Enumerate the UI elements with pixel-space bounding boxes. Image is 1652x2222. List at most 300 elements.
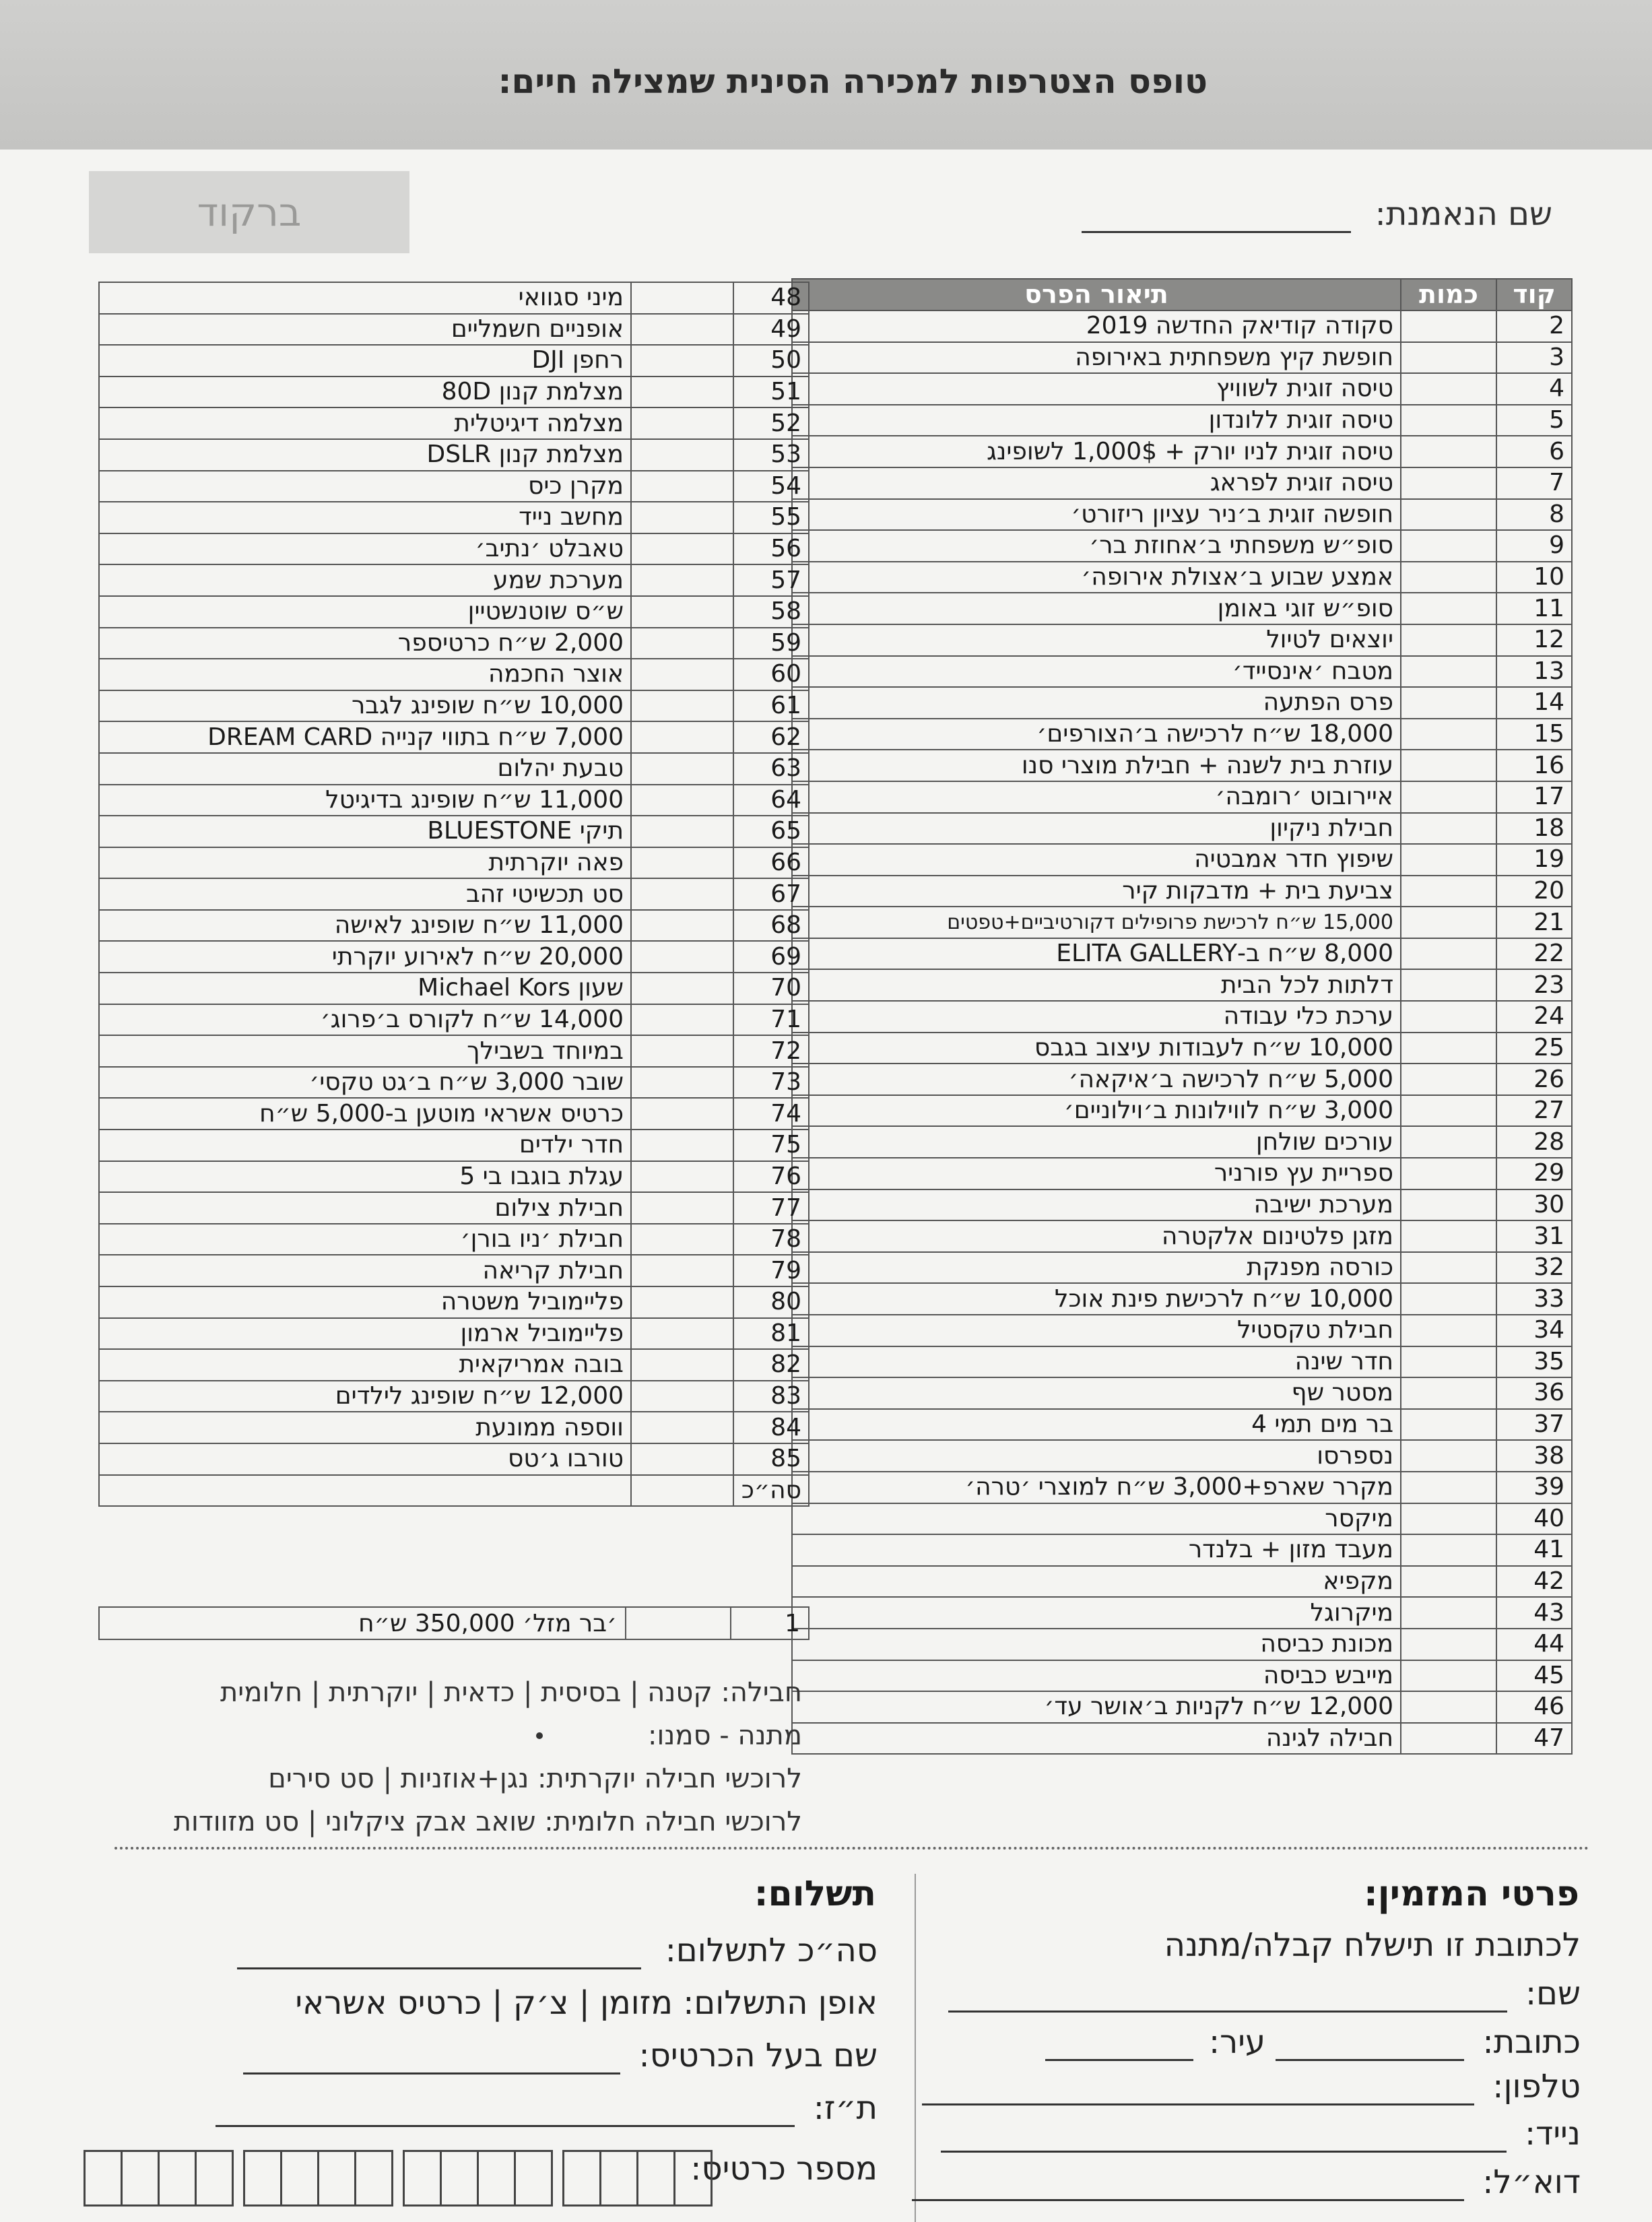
prize-code: 81 bbox=[733, 1318, 809, 1350]
prize-qty-cell[interactable] bbox=[631, 753, 733, 785]
prize-desc: חבילת טקסטיל bbox=[792, 1315, 1401, 1346]
prize-desc: מזגן פלטינום אלקטרה bbox=[792, 1220, 1401, 1252]
prize-desc: נספרסו bbox=[792, 1440, 1401, 1472]
prize-desc: 10,000 ש״ח לעבודות עיצוב בגבס bbox=[792, 1033, 1401, 1064]
prize-row[interactable] bbox=[792, 876, 1572, 907]
orderer-mobile-field[interactable] bbox=[941, 2115, 1581, 2153]
prize-qty-cell[interactable] bbox=[631, 690, 733, 722]
prize-desc: צביעת בית + מדבקות קיר bbox=[792, 876, 1401, 907]
prize-qty-cell[interactable] bbox=[1401, 750, 1496, 781]
prize-qty-cell[interactable] bbox=[1401, 1534, 1496, 1566]
prize-row[interactable] bbox=[792, 844, 1572, 876]
prize-desc: איירובוט ׳רומבה׳ bbox=[792, 781, 1401, 813]
prize-desc: מקפיא bbox=[792, 1566, 1401, 1598]
prize-desc bbox=[99, 1475, 631, 1507]
prize-qty-cell[interactable] bbox=[1401, 1629, 1496, 1660]
prize-code: 67 bbox=[733, 878, 809, 910]
prize-code: 52 bbox=[733, 407, 809, 439]
card-digit-group[interactable] bbox=[403, 2150, 553, 2207]
prize-row[interactable] bbox=[99, 377, 809, 408]
prize-row[interactable] bbox=[99, 407, 809, 439]
prize-code: 56 bbox=[733, 533, 809, 565]
mobile-line[interactable] bbox=[941, 2124, 1507, 2153]
prize-qty-cell[interactable] bbox=[631, 377, 733, 408]
prize-row[interactable] bbox=[792, 1472, 1572, 1503]
prize-row[interactable] bbox=[99, 1286, 809, 1318]
prize-qty-cell[interactable] bbox=[631, 847, 733, 879]
prize-row[interactable] bbox=[792, 1660, 1572, 1692]
prize-qty-cell[interactable] bbox=[1401, 907, 1496, 938]
prize-code: 18 bbox=[1496, 813, 1572, 845]
prize-row[interactable] bbox=[99, 816, 809, 847]
prize-qty-cell[interactable] bbox=[631, 628, 733, 659]
prize-desc: מעבד מזון + בלנדר bbox=[792, 1534, 1401, 1566]
barcode-box: ברקוד bbox=[89, 171, 409, 253]
prize-qty-cell[interactable] bbox=[1401, 1472, 1496, 1503]
prize-qty-cell[interactable] bbox=[1401, 593, 1496, 624]
prize-qty-cell[interactable] bbox=[1401, 1691, 1496, 1723]
prize-qty-cell[interactable] bbox=[631, 721, 733, 753]
prize-row[interactable] bbox=[99, 721, 809, 753]
prize-qty-cell[interactable] bbox=[1401, 1409, 1496, 1441]
prize-qty-cell[interactable] bbox=[1401, 1597, 1496, 1629]
prize-code: 84 bbox=[733, 1412, 809, 1443]
prize-qty-cell[interactable] bbox=[631, 973, 733, 1004]
bullet-icon bbox=[536, 1732, 543, 1739]
prize-row[interactable] bbox=[792, 467, 1572, 499]
prize-desc: פליימוביל ארמון bbox=[99, 1318, 631, 1350]
prize-row[interactable] bbox=[792, 1629, 1572, 1660]
prize-row[interactable] bbox=[792, 311, 1572, 342]
orderer-address-field[interactable] bbox=[1045, 2023, 1581, 2061]
prize-row[interactable] bbox=[792, 342, 1572, 374]
prize-desc: דלתות לכל הבית bbox=[792, 969, 1401, 1001]
prize-qty-cell[interactable] bbox=[1401, 719, 1496, 750]
prize-desc: תיקי BLUESTONE bbox=[99, 816, 631, 847]
prize-qty-cell[interactable] bbox=[1401, 1503, 1496, 1535]
prize-qty-cell[interactable] bbox=[1401, 1033, 1496, 1064]
prize-qty-cell[interactable] bbox=[1401, 1158, 1496, 1189]
prize-row[interactable] bbox=[99, 502, 809, 533]
prize-qty-cell[interactable] bbox=[631, 1067, 733, 1099]
prize-row[interactable] bbox=[99, 439, 809, 471]
payment-method-options[interactable]: אופן התשלום: מזומן | צ׳ק | כרטיס אשראי bbox=[295, 1984, 878, 2022]
prize-qty-cell[interactable] bbox=[631, 439, 733, 471]
prize-code: 8 bbox=[1496, 499, 1572, 531]
prize-row[interactable] bbox=[99, 1161, 809, 1193]
prize-code: 9 bbox=[1496, 530, 1572, 562]
name-label: שם: bbox=[1525, 1975, 1581, 2013]
prize-desc: כורסה מפנקת bbox=[792, 1252, 1401, 1284]
prize-row[interactable] bbox=[792, 1566, 1572, 1598]
prize-qty-cell[interactable] bbox=[631, 1004, 733, 1036]
prize-row[interactable] bbox=[99, 564, 809, 596]
prize-row[interactable] bbox=[99, 1475, 809, 1507]
prize-code: 55 bbox=[733, 502, 809, 533]
prize-row[interactable] bbox=[99, 690, 809, 722]
prize-row[interactable] bbox=[792, 1346, 1572, 1378]
dream-gift-options[interactable]: לרוכשי חבילה חלומית: שואב אבק ציקלוני | סט מזוודות bbox=[173, 1806, 802, 1837]
email-line[interactable] bbox=[912, 2172, 1464, 2201]
prize-qty-cell[interactable] bbox=[1401, 1660, 1496, 1692]
prize-qty-cell[interactable] bbox=[1401, 1346, 1496, 1378]
prize-row[interactable] bbox=[99, 596, 809, 628]
prize-qty-cell[interactable] bbox=[631, 1286, 733, 1318]
prize-row[interactable] bbox=[792, 938, 1572, 970]
prize-row[interactable] bbox=[99, 973, 809, 1004]
prize-qty-cell[interactable] bbox=[631, 785, 733, 816]
prize-qty-cell[interactable] bbox=[631, 1381, 733, 1412]
prize-row[interactable] bbox=[792, 781, 1572, 813]
prize-qty-cell[interactable] bbox=[631, 1130, 733, 1161]
prize-qty-cell[interactable] bbox=[1401, 562, 1496, 593]
prize-row[interactable] bbox=[792, 969, 1572, 1001]
prize-qty-cell[interactable] bbox=[631, 1318, 733, 1350]
prize-qty-cell[interactable] bbox=[631, 345, 733, 377]
prize-row[interactable] bbox=[792, 750, 1572, 781]
prize-row[interactable] bbox=[792, 1283, 1572, 1315]
prize-qty-cell[interactable] bbox=[1401, 781, 1496, 813]
prize-row[interactable] bbox=[792, 1503, 1572, 1535]
package-options[interactable]: חבילה: קטנה | בסיסית | כדאית | יוקרתית | חלומית bbox=[220, 1677, 802, 1708]
prize-qty-cell[interactable] bbox=[1401, 1095, 1496, 1127]
prize-code: 76 bbox=[733, 1161, 809, 1193]
prize-row[interactable] bbox=[99, 533, 809, 565]
city-line[interactable] bbox=[1045, 2032, 1193, 2061]
prize-row[interactable] bbox=[792, 1315, 1572, 1346]
prize-row[interactable] bbox=[792, 1064, 1572, 1095]
prize-row[interactable] bbox=[792, 1440, 1572, 1472]
prize-qty-cell[interactable] bbox=[1401, 938, 1496, 970]
prize-qty-cell[interactable] bbox=[631, 282, 733, 314]
prize-row[interactable] bbox=[99, 785, 809, 816]
prize-row[interactable] bbox=[792, 1377, 1572, 1409]
prize-row[interactable] bbox=[99, 628, 809, 659]
prize-qty-cell[interactable] bbox=[1401, 1723, 1496, 1755]
prize-qty-cell[interactable] bbox=[631, 1443, 733, 1475]
prize-row[interactable] bbox=[99, 1443, 809, 1475]
card-digit-group[interactable] bbox=[243, 2150, 393, 2207]
prize-row[interactable] bbox=[792, 1158, 1572, 1189]
card-number-label: מספר כרטיס: bbox=[690, 2150, 878, 2188]
prize-code: 31 bbox=[1496, 1220, 1572, 1252]
address-line[interactable] bbox=[1276, 2032, 1464, 2061]
prize-qty-cell[interactable] bbox=[1401, 1566, 1496, 1598]
prize-qty-cell[interactable] bbox=[1401, 311, 1496, 342]
prize-row[interactable] bbox=[99, 1067, 809, 1099]
prize-qty-cell[interactable] bbox=[631, 1412, 733, 1443]
prize-desc: 18,000 ש״ח לרכישה ב׳הצורפים׳ bbox=[792, 719, 1401, 750]
prize-row[interactable] bbox=[99, 1004, 809, 1036]
prize-code: 17 bbox=[1496, 781, 1572, 813]
prize-row[interactable] bbox=[99, 1412, 809, 1443]
prize-row[interactable] bbox=[792, 373, 1572, 405]
prize-desc: 11,000 ש״ח שופינג לאישה bbox=[99, 910, 631, 942]
prize-row[interactable] bbox=[792, 1409, 1572, 1441]
prize-code: 25 bbox=[1496, 1033, 1572, 1064]
prize-qty-cell[interactable] bbox=[631, 659, 733, 690]
prize-desc: 3,000 ש״ח לווילונות ב׳וילוניים׳ bbox=[792, 1095, 1401, 1127]
prize-row[interactable] bbox=[792, 687, 1572, 719]
prize-code: 63 bbox=[733, 753, 809, 785]
prize-desc: שעון Michael Kors bbox=[99, 973, 631, 1004]
total-line[interactable] bbox=[237, 1940, 641, 1969]
prize-qty-cell[interactable] bbox=[631, 1192, 733, 1224]
prize-row[interactable] bbox=[792, 907, 1572, 938]
prize-row[interactable] bbox=[99, 1255, 809, 1286]
prize-row[interactable] bbox=[792, 1189, 1572, 1221]
prize-row[interactable] bbox=[792, 1095, 1572, 1127]
name-line[interactable] bbox=[948, 1984, 1507, 2013]
prize-desc: סקודה קודיאק החדשה 2019 bbox=[792, 311, 1401, 342]
prize-qty-cell[interactable] bbox=[1401, 1001, 1496, 1033]
prize-row[interactable] bbox=[792, 656, 1572, 688]
title-bar bbox=[0, 0, 1652, 150]
prize-qty-cell[interactable] bbox=[1401, 1440, 1496, 1472]
prize-qty-cell[interactable] bbox=[631, 910, 733, 942]
prize-qty-cell[interactable] bbox=[631, 1475, 733, 1507]
prize-qty-cell[interactable] bbox=[631, 471, 733, 502]
prize-qty-cell[interactable] bbox=[1401, 876, 1496, 907]
prize-qty-cell[interactable] bbox=[1401, 499, 1496, 531]
bonus-row[interactable] bbox=[99, 1607, 809, 1639]
prize-code: 44 bbox=[1496, 1629, 1572, 1660]
prize-qty-cell[interactable] bbox=[631, 1161, 733, 1193]
prize-qty-cell[interactable] bbox=[631, 533, 733, 565]
total-label: סה״כ לתשלום: bbox=[665, 1932, 878, 1969]
card-number-boxes[interactable] bbox=[84, 2150, 713, 2207]
prize-row[interactable] bbox=[99, 1130, 809, 1161]
prize-code: 48 bbox=[733, 282, 809, 314]
prize-code: 16 bbox=[1496, 750, 1572, 781]
prize-row[interactable] bbox=[792, 499, 1572, 531]
prize-qty-cell[interactable] bbox=[1401, 436, 1496, 467]
prize-row[interactable] bbox=[99, 282, 809, 314]
card-digit-group[interactable] bbox=[84, 2150, 234, 2207]
prize-code: 7 bbox=[1496, 467, 1572, 499]
prize-row[interactable] bbox=[99, 1192, 809, 1224]
agent-name-field[interactable] bbox=[1082, 195, 1552, 233]
prize-qty-cell[interactable] bbox=[1401, 1064, 1496, 1095]
prize-row[interactable] bbox=[792, 436, 1572, 467]
prize-code: 3 bbox=[1496, 342, 1572, 374]
prize-qty-cell[interactable] bbox=[631, 502, 733, 533]
prize-desc: חבילת ניקיון bbox=[792, 813, 1401, 845]
orderer-email-field[interactable] bbox=[912, 2163, 1581, 2201]
id-line[interactable] bbox=[216, 2098, 795, 2127]
prize-code: 51 bbox=[733, 377, 809, 408]
prize-row[interactable] bbox=[792, 1691, 1572, 1723]
prize-row[interactable] bbox=[792, 719, 1572, 750]
prize-desc: סופ״ש משפחתי ב׳אחוזת בר׳ bbox=[792, 530, 1401, 562]
prize-qty-cell[interactable] bbox=[1401, 1283, 1496, 1315]
bonus-qty[interactable] bbox=[626, 1607, 731, 1639]
prize-row[interactable] bbox=[792, 1597, 1572, 1629]
prize-code: 83 bbox=[733, 1381, 809, 1412]
prize-row[interactable] bbox=[792, 1220, 1572, 1252]
prize-desc: מקרר שארפ+3,000 ש״ח למוצרי ׳טרה׳ bbox=[792, 1472, 1401, 1503]
prize-row[interactable] bbox=[99, 471, 809, 502]
orderer-phone-field[interactable] bbox=[922, 2068, 1581, 2105]
prize-row[interactable] bbox=[99, 1224, 809, 1255]
prize-qty-cell[interactable] bbox=[1401, 467, 1496, 499]
prize-desc: חבילת קריאה bbox=[99, 1255, 631, 1286]
prize-qty-cell[interactable] bbox=[1401, 1315, 1496, 1346]
prize-code: 60 bbox=[733, 659, 809, 690]
prize-qty-cell[interactable] bbox=[631, 816, 733, 847]
prize-row[interactable] bbox=[99, 1035, 809, 1067]
prize-desc: חופשה זוגית ב׳ניר עציון ריזורט׳ bbox=[792, 499, 1401, 531]
prize-row[interactable] bbox=[99, 941, 809, 973]
prize-code: 36 bbox=[1496, 1377, 1572, 1409]
prize-row[interactable] bbox=[99, 314, 809, 346]
prize-row[interactable] bbox=[792, 405, 1572, 436]
prize-row[interactable] bbox=[99, 1098, 809, 1130]
prize-code: 12 bbox=[1496, 624, 1572, 656]
bonus-desc: ׳בר מזל׳ 350,000 ש״ח bbox=[99, 1607, 626, 1639]
prize-qty-cell[interactable] bbox=[1401, 530, 1496, 562]
prize-desc: מייבש כביסה bbox=[792, 1660, 1401, 1692]
prize-code: 5 bbox=[1496, 405, 1572, 436]
prize-qty-cell[interactable] bbox=[1401, 373, 1496, 405]
prize-qty-cell[interactable] bbox=[631, 407, 733, 439]
prize-qty-cell[interactable] bbox=[1401, 687, 1496, 719]
prize-row[interactable] bbox=[792, 562, 1572, 593]
card-holder-field[interactable] bbox=[243, 2037, 878, 2074]
section-divider bbox=[114, 1847, 1589, 1850]
prize-code: 85 bbox=[733, 1443, 809, 1475]
prize-row[interactable] bbox=[99, 659, 809, 690]
prize-qty-cell[interactable] bbox=[1401, 1220, 1496, 1252]
prize-row[interactable] bbox=[792, 1252, 1572, 1284]
card-digit-group[interactable] bbox=[562, 2150, 713, 2207]
prize-code: 29 bbox=[1496, 1158, 1572, 1189]
prize-code: 41 bbox=[1496, 1534, 1572, 1566]
prize-code: 15 bbox=[1496, 719, 1572, 750]
prize-qty-cell[interactable] bbox=[1401, 624, 1496, 656]
holder-line[interactable] bbox=[243, 2046, 620, 2074]
prize-desc: 12,000 ש״ח לקניות ב׳אושר עד׳ bbox=[792, 1691, 1401, 1723]
prize-code: 49 bbox=[733, 314, 809, 346]
prize-desc: טיסה זוגית ללונדון bbox=[792, 405, 1401, 436]
prize-qty-cell[interactable] bbox=[631, 1349, 733, 1381]
prize-row[interactable] bbox=[99, 1349, 809, 1381]
prize-code: 66 bbox=[733, 847, 809, 879]
prize-qty-cell[interactable] bbox=[631, 314, 733, 346]
prize-qty-cell[interactable] bbox=[1401, 1189, 1496, 1221]
prize-desc: מסטר שף bbox=[792, 1377, 1401, 1409]
prize-row[interactable] bbox=[99, 1318, 809, 1350]
prize-qty-cell[interactable] bbox=[631, 1035, 733, 1067]
prize-row[interactable] bbox=[792, 1126, 1572, 1158]
prize-code: 61 bbox=[733, 690, 809, 722]
prize-qty-cell[interactable] bbox=[631, 596, 733, 628]
prize-qty-cell[interactable] bbox=[1401, 405, 1496, 436]
prize-row[interactable] bbox=[99, 345, 809, 377]
prize-row[interactable] bbox=[792, 1534, 1572, 1566]
prize-qty-cell[interactable] bbox=[1401, 342, 1496, 374]
prize-code: 45 bbox=[1496, 1660, 1572, 1692]
phone-line[interactable] bbox=[922, 2077, 1474, 2105]
prize-qty-cell[interactable] bbox=[631, 1255, 733, 1286]
prize-desc: עוזרת בית לשנה + חבילת מוצרי סנו bbox=[792, 750, 1401, 781]
prize-row[interactable] bbox=[792, 593, 1572, 624]
prize-qty-cell[interactable] bbox=[1401, 844, 1496, 876]
prize-desc: 10,000 ש״ח שופינג לגבר bbox=[99, 690, 631, 722]
id-field[interactable] bbox=[216, 2089, 878, 2127]
luxury-gift-options[interactable]: לרוכשי חבילה יוקרתית: נגן+אוזניות | סט סירים bbox=[268, 1763, 802, 1794]
prize-desc: טאבלט ׳נתיב׳ bbox=[99, 533, 631, 565]
prize-row[interactable] bbox=[792, 624, 1572, 656]
prize-desc: אמצע שבוע ב׳אצולת אירופה׳ bbox=[792, 562, 1401, 593]
prize-qty-cell[interactable] bbox=[631, 1224, 733, 1255]
gift-mark-label: מתנה - סמנו: bbox=[648, 1720, 802, 1751]
prize-row[interactable] bbox=[99, 753, 809, 785]
prize-code: 19 bbox=[1496, 844, 1572, 876]
prize-qty-cell[interactable] bbox=[1401, 813, 1496, 845]
prize-desc: פליימוביל משטרה bbox=[99, 1286, 631, 1318]
prize-qty-cell[interactable] bbox=[1401, 969, 1496, 1001]
prize-qty-cell[interactable] bbox=[1401, 1126, 1496, 1158]
prize-qty-cell[interactable] bbox=[631, 1098, 733, 1130]
prize-row[interactable] bbox=[99, 1381, 809, 1412]
prize-row[interactable] bbox=[99, 878, 809, 910]
prize-code: 78 bbox=[733, 1224, 809, 1255]
payment-total-field[interactable] bbox=[237, 1932, 878, 1969]
prize-code: 75 bbox=[733, 1130, 809, 1161]
orderer-name-field[interactable] bbox=[948, 1975, 1581, 2013]
prize-row[interactable] bbox=[99, 847, 809, 879]
prize-desc: חדר ילדים bbox=[99, 1130, 631, 1161]
prize-qty-cell[interactable] bbox=[631, 941, 733, 973]
prize-qty-cell[interactable] bbox=[1401, 656, 1496, 688]
prize-qty-cell[interactable] bbox=[1401, 1252, 1496, 1284]
prize-qty-cell[interactable] bbox=[1401, 1377, 1496, 1409]
prize-desc: טיסה זוגית לניו יורק + 1,000$ לשופינג bbox=[792, 436, 1401, 467]
agent-name-line[interactable] bbox=[1082, 204, 1351, 233]
prize-row[interactable] bbox=[99, 910, 809, 942]
prize-desc: פרס הפתעה bbox=[792, 687, 1401, 719]
prize-desc: יוצאים לטיול bbox=[792, 624, 1401, 656]
prize-desc: אוצר החכמה bbox=[99, 659, 631, 690]
prize-code: 38 bbox=[1496, 1440, 1572, 1472]
prize-code: 28 bbox=[1496, 1126, 1572, 1158]
prize-row[interactable] bbox=[792, 1723, 1572, 1755]
prize-code: 79 bbox=[733, 1255, 809, 1286]
prize-row[interactable] bbox=[792, 1033, 1572, 1064]
prize-code: 54 bbox=[733, 471, 809, 502]
prize-desc: שיפוץ חדר אמבטיה bbox=[792, 844, 1401, 876]
prize-desc: ערכת כלי עבודה bbox=[792, 1001, 1401, 1033]
prize-code: 33 bbox=[1496, 1283, 1572, 1315]
header-qty: כמות bbox=[1401, 279, 1496, 311]
orderer-heading: פרטי המזמין: bbox=[1364, 1874, 1579, 1914]
prize-desc: מצלמת קנון 80D bbox=[99, 377, 631, 408]
prize-desc: חבילת צילום bbox=[99, 1192, 631, 1224]
prize-desc: מערכת ישיבה bbox=[792, 1189, 1401, 1221]
prize-desc: מכונת כביסה bbox=[792, 1629, 1401, 1660]
prize-row[interactable] bbox=[792, 1001, 1572, 1033]
prize-row[interactable] bbox=[792, 530, 1572, 562]
agent-name-label: שם הנאמנת: bbox=[1375, 195, 1552, 233]
prize-row[interactable] bbox=[792, 813, 1572, 845]
prize-desc: 11,000 ש״ח שופינג בדיגיטל bbox=[99, 785, 631, 816]
prize-desc: מיני סגוואי bbox=[99, 282, 631, 314]
prize-qty-cell[interactable] bbox=[631, 878, 733, 910]
prize-desc: טיסה זוגית לפראג bbox=[792, 467, 1401, 499]
prize-desc: טבעת יהלום bbox=[99, 753, 631, 785]
prize-qty-cell[interactable] bbox=[631, 564, 733, 596]
